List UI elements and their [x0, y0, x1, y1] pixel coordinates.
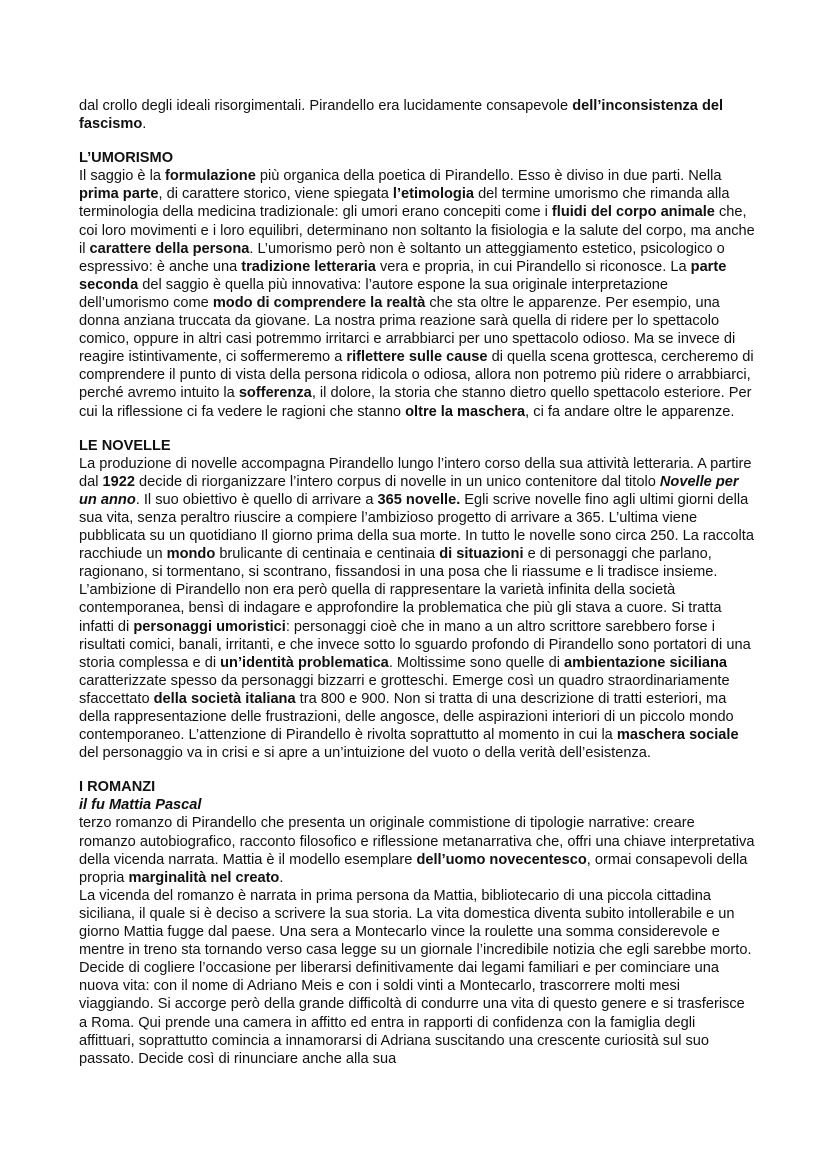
- document-page: [79, 97, 755, 1068]
- text-run: , il dolore, la storia che stanno dietro quello spettacolo esteriore. Per cui la riflessione ci fa vedere le ragioni che stanno: [79, 385, 752, 420]
- novelle-paragraph: [79, 455, 755, 763]
- text-run: di quella scena grottesca, cercheremo di comprendere il punto di vista della persona ridicola o odiosa, allora non potremo più ridere o arrabbiarci, perché avremo intuito la: [79, 349, 754, 402]
- bold-run: dell’uomo novecentesco: [416, 851, 587, 868]
- text-run: . L’umorismo però non è soltanto un atteggiamento estetico, psicologico o espressivo: è anche una: [79, 240, 725, 275]
- bold-run: parte seconda: [79, 258, 727, 293]
- text-run: , ci fa andare oltre le apparenze.: [525, 403, 735, 420]
- umorismo-paragraph: [79, 167, 755, 420]
- text-run: terzo romanzo di Pirandello che presenta un originale commistione di tipologie narrative: creare romanzo autobiografico, racconto filosofico e riflessione metanarrativa che, offri una chiave interpretativa della vicenda narrata. Mattia è il modello esemplare: [79, 815, 755, 868]
- text-run: del saggio è quella più innovativa: l’autore espone la sua originale interpretazione dell’umorismo come: [79, 276, 669, 311]
- section-heading-romanzi: I ROMANZI: [79, 779, 156, 796]
- intro-paragraph: [79, 97, 755, 133]
- text-run: , di carattere storico, viene spiegata: [158, 186, 393, 203]
- text-run: del personaggio va in crisi e si apre a un’intuizione del vuoto o della verità dell’esistenza.: [79, 745, 651, 762]
- bold-run: dell’inconsistenza del fascismo: [79, 98, 724, 133]
- section-novelle: [79, 437, 755, 763]
- subheading-mattia-pascal: il fu Mattia Pascal: [79, 797, 202, 814]
- bold-run: mondo: [166, 546, 216, 563]
- bold-run: modo di comprendere la realtà: [212, 294, 426, 311]
- bold-run: carattere della persona: [89, 240, 250, 257]
- bold-run: fluidi del corpo animale: [551, 204, 715, 221]
- text-run: dal crollo degli ideali risorgimentali. Pirandello era lucidamente consapevole: [79, 98, 573, 114]
- bold-run: formulazione: [165, 168, 256, 185]
- text-run: La produzione di novelle accompagna Pirandello lungo l’intero corso della sua attività letteraria. A partire dal: [79, 455, 752, 490]
- text-run: caratterizzate spesso da personaggi bizzarri e grotteschi. Emerge così un quadro straordinariamente sfaccettato: [79, 672, 730, 707]
- text-run: , ormai consapevoli della propria: [79, 851, 748, 886]
- bold-run: 365 novelle.: [377, 491, 461, 508]
- text-run: che, coi loro movimenti e i loro equilibri, determinano non soltanto la fisiologia e la salute del corpo, ma anche il: [79, 204, 755, 257]
- bold-run: di situazioni: [439, 546, 524, 563]
- text-run: brulicante di centinaia e centinaia: [215, 546, 440, 563]
- text-run: che sta oltre le apparenze. Per esempio, una donna anziana truccata da giovane. La nostra prima reazione sarà quella di ridere per lo spettacolo comico, oppure in altri casi potremmo irritarci e arrabbiarci per uno spettacolo odioso. Ma se invece di reagire istintivamente, ci soffermeremo a: [79, 294, 736, 366]
- text-run: Egli scrive novelle fino agli ultimi giorni della sua vita, senza peraltro riuscire a compiere l’ambizioso progetto di arrivare a 365. L’ultima viene pubblicata su un quotidiano Il giorno prima della sua morte. In tutto le novelle sono circa 250. La raccolta racchiude un: [79, 491, 754, 563]
- text-run: . Il suo obiettivo è quello di arrivare a: [135, 491, 378, 508]
- bold-run: riflettere sulle cause: [346, 349, 488, 366]
- section-heading-umorismo: L’UMORISMO: [79, 150, 174, 167]
- text-run: del termine umorismo che rimanda alla terminologia della medicina tradizionale: gli umori erano concepiti come i: [79, 186, 730, 221]
- section-romanzi: [79, 778, 755, 1068]
- bold-italic-title: Novelle per un anno: [79, 473, 739, 508]
- text-run: più organica della poetica di Pirandello. Esso è diviso in due parti. Nella: [255, 168, 722, 185]
- bold-run: tradizione letteraria: [241, 258, 376, 275]
- bold-run: maschera sociale: [616, 727, 739, 744]
- section-heading-novelle: LE NOVELLE: [79, 437, 171, 454]
- text-run: .: [142, 116, 147, 133]
- bold-run: prima parte: [79, 186, 159, 203]
- text-run: e di personaggi che parlano, ragionano, si tormentano, si scontrano, fissandosi in una posa che li riassume e li tradisce insieme. L’ambizione di Pirandello non era però quella di rappresentare la varietà infinita della società contemporanea, bensì di indagare e approfondire la problematica che più gli stava a cuore. Si tratta infatti di: [79, 546, 722, 635]
- romanzi-paragraph-2: La vicenda del romanzo è narrata in prima persona da Mattia, bibliotecario di una piccola cittadina siciliana, il quale si è deciso a scrivere la sua storia. La vita domestica diventa subito intollerabile e un giorno Mattia fugge dal paese. Una sera a Montecarlo vince la roulette una somma considerevole e mentre in treno sta tornando verso casa legge su un giornale l’incredibile notizia che egli sarebbe morto. Decide di cogliere l’occasione per liberarsi definitivamente dai legami familiari e per cominciare una nuova vita: con il nome di Adriano Meis e con i soldi vinti a Montecarlo, trascorrere molti mesi viaggiando. Si accorge però della grande difficoltà di condurre una vita di questo genere e si trasferisce a Roma. Qui prende una camera in affitto ed entra in rapporti di confidenza con la famiglia degli affittuari, soprattutto comincia a innamorarsi di Adriana suscitando una crescente curiosità sul suo passato. Decide così di rinunciare anche alla sua: [79, 887, 752, 1067]
- text-run: decide di riorganizzare l’intero corpus di novelle in un unico contenitore dal titolo: [135, 473, 660, 490]
- text-run: tra 800 e 900. Non si tratta di una descrizione di tratti esteriori, ma della rappresentazione delle frustrazioni, delle angosce, delle aspirazioni interiori di un piccolo mondo contemporaneo. L’attenzione di Pirandello è rivolta soprattutto al momento in cui la: [79, 690, 734, 744]
- text-run: Il saggio è la: [79, 168, 165, 185]
- text-run: : personaggi cioè che in mano a un altro scrittore sarebbero forse i risultati comici, banali, irritanti, e che invece sotto lo sguardo profondo di Pirandello sono portatori di una storia complessa e di: [79, 618, 751, 671]
- bold-run: oltre la maschera: [405, 403, 526, 420]
- text-run: .: [279, 869, 284, 886]
- text-run: . Moltissime sono quelle di: [388, 654, 565, 671]
- romanzi-paragraph-1: [79, 814, 755, 886]
- bold-run: ambientazione siciliana: [564, 654, 728, 671]
- text-run: vera e propria, in cui Pirandello si riconosce. La: [375, 258, 691, 275]
- bold-run: sofferenza: [238, 385, 312, 402]
- bold-run: l’etimologia: [392, 186, 475, 203]
- section-umorismo: [79, 149, 755, 420]
- bold-run: della società italiana: [153, 690, 296, 707]
- bold-run: personaggi umoristici: [133, 618, 286, 635]
- bold-run: 1922: [102, 473, 135, 490]
- bold-run: un’identità problematica: [220, 654, 389, 671]
- bold-run: marginalità nel creato: [128, 869, 280, 886]
